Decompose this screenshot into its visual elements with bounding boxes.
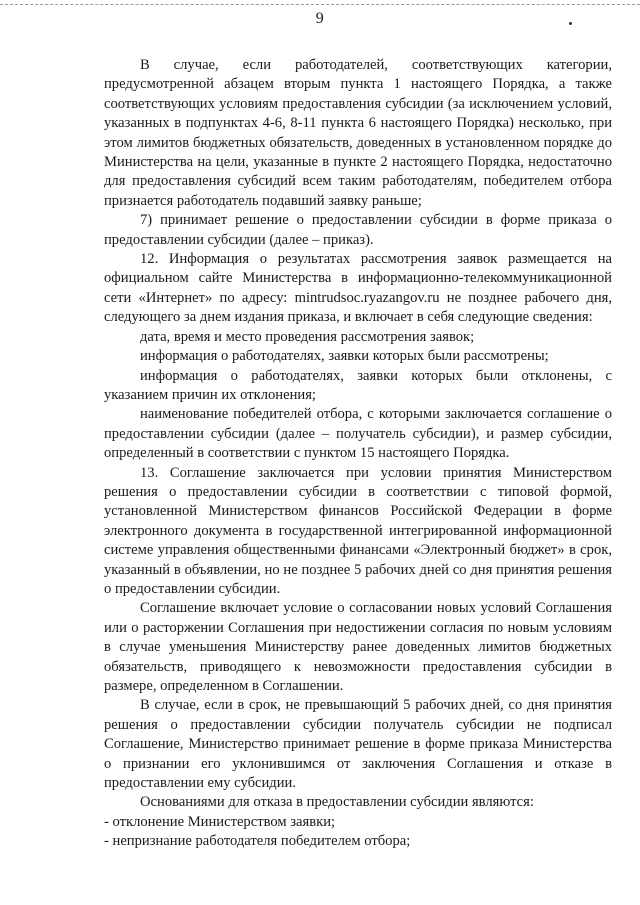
paragraph-item-7: 7) принимает решение о предоставлении субсидии в форме приказа о предоставлении субсидии (далее – приказ). [104, 212, 612, 248]
list-item-reviewed-employers: информация о работодателях, заявки которых были рассмотрены; [140, 348, 549, 365]
top-border-line [0, 4, 640, 5]
list-item-rejected-employers: информация о работодателях, заявки которых были отклонены, с указанием причин их отклонения; [104, 367, 612, 403]
document-body [104, 56, 612, 852]
page-number: 9 [315, 10, 325, 27]
paragraph-evasion: В случае, если в срок, не превышающий 5 рабочих дней, со дня принятия решения о предоставлении субсидии получатель субсидии не подписал Соглашение, Министерство принимает решение в форме приказа Министерства о признании его уклонившимся от заключения Соглашения и отказе в предоставлении ему субсидии. [104, 697, 612, 792]
list-item-winners: наименование победителей отбора, с которыми заключается соглашение о предоставлении субсидии (далее – получатель субсидии), и размер субсидии, определенный в соответствии с пунктом 15 настоящего Порядка. [104, 406, 612, 462]
paragraph-section-13: 13. Соглашение заключается при условии принятия Министерством решения о предоставлении субсидии в соответствии с типовой формой, установленной Министерством финансов Российской Федерации в форме электронного документа в государственной интегрированной информационной системе управления общественными финансами «Электронный бюджет» в срок, указанный в объявлении, но не позднее 5 рабочих дней со дня принятия решения о предоставлении субсидии. [104, 464, 612, 597]
paragraph-agreement-conditions: Соглашение включает условие о согласовании новых условий Соглашения или о расторжении Соглашения при недостижении согласия по новым условиям в случае уменьшения Министерству ранее доведенных лимитов бюджетных обязательств, приводящего к невозможности предоставления субсидии в размере, определенном в Соглашении. [104, 600, 612, 694]
paragraph-winner-selection: В случае, если работодателей, соответствующих категории, предусмотренной абзацем вторым пункта 1 настоящего Порядка, а также соответствующих условиям предоставления субсидии (за исключением условий, указанных в подпунктах 4-6, 8-11 пункта 6 настоящего Порядка) несколько, при этом лимитов бюджетных обязательств, доведенных в установленном порядке до Министерства на цели, указанные в пункте 2 настоящего Порядка, недостаточно для предоставления субсидий всем таким работодателям, победителем отбора признается работодатель подавший заявку раньше; [104, 57, 612, 209]
dash-item-non-winner: - непризнание работодателя победителем отбора; [104, 833, 411, 850]
list-item-date-time-place: дата, время и место проведения рассмотрения заявок; [140, 328, 475, 345]
paragraph-refusal-grounds: Основаниями для отказа в предоставлении субсидии являются: [140, 794, 534, 811]
paragraph-section-12: 12. Информация о результатах рассмотрения заявок размещается на официальном сайте Министерства в информационно-телекоммуникационной сети «Интернет» по адресу: mintrudsoc.ryazangov.ru не позднее рабочего дня, следующего за днем издания приказа, и включает в себя следующие сведения: [104, 251, 612, 326]
dash-item-rejection: - отклонение Министерством заявки; [104, 813, 336, 830]
scan-dot-mark [569, 22, 572, 25]
